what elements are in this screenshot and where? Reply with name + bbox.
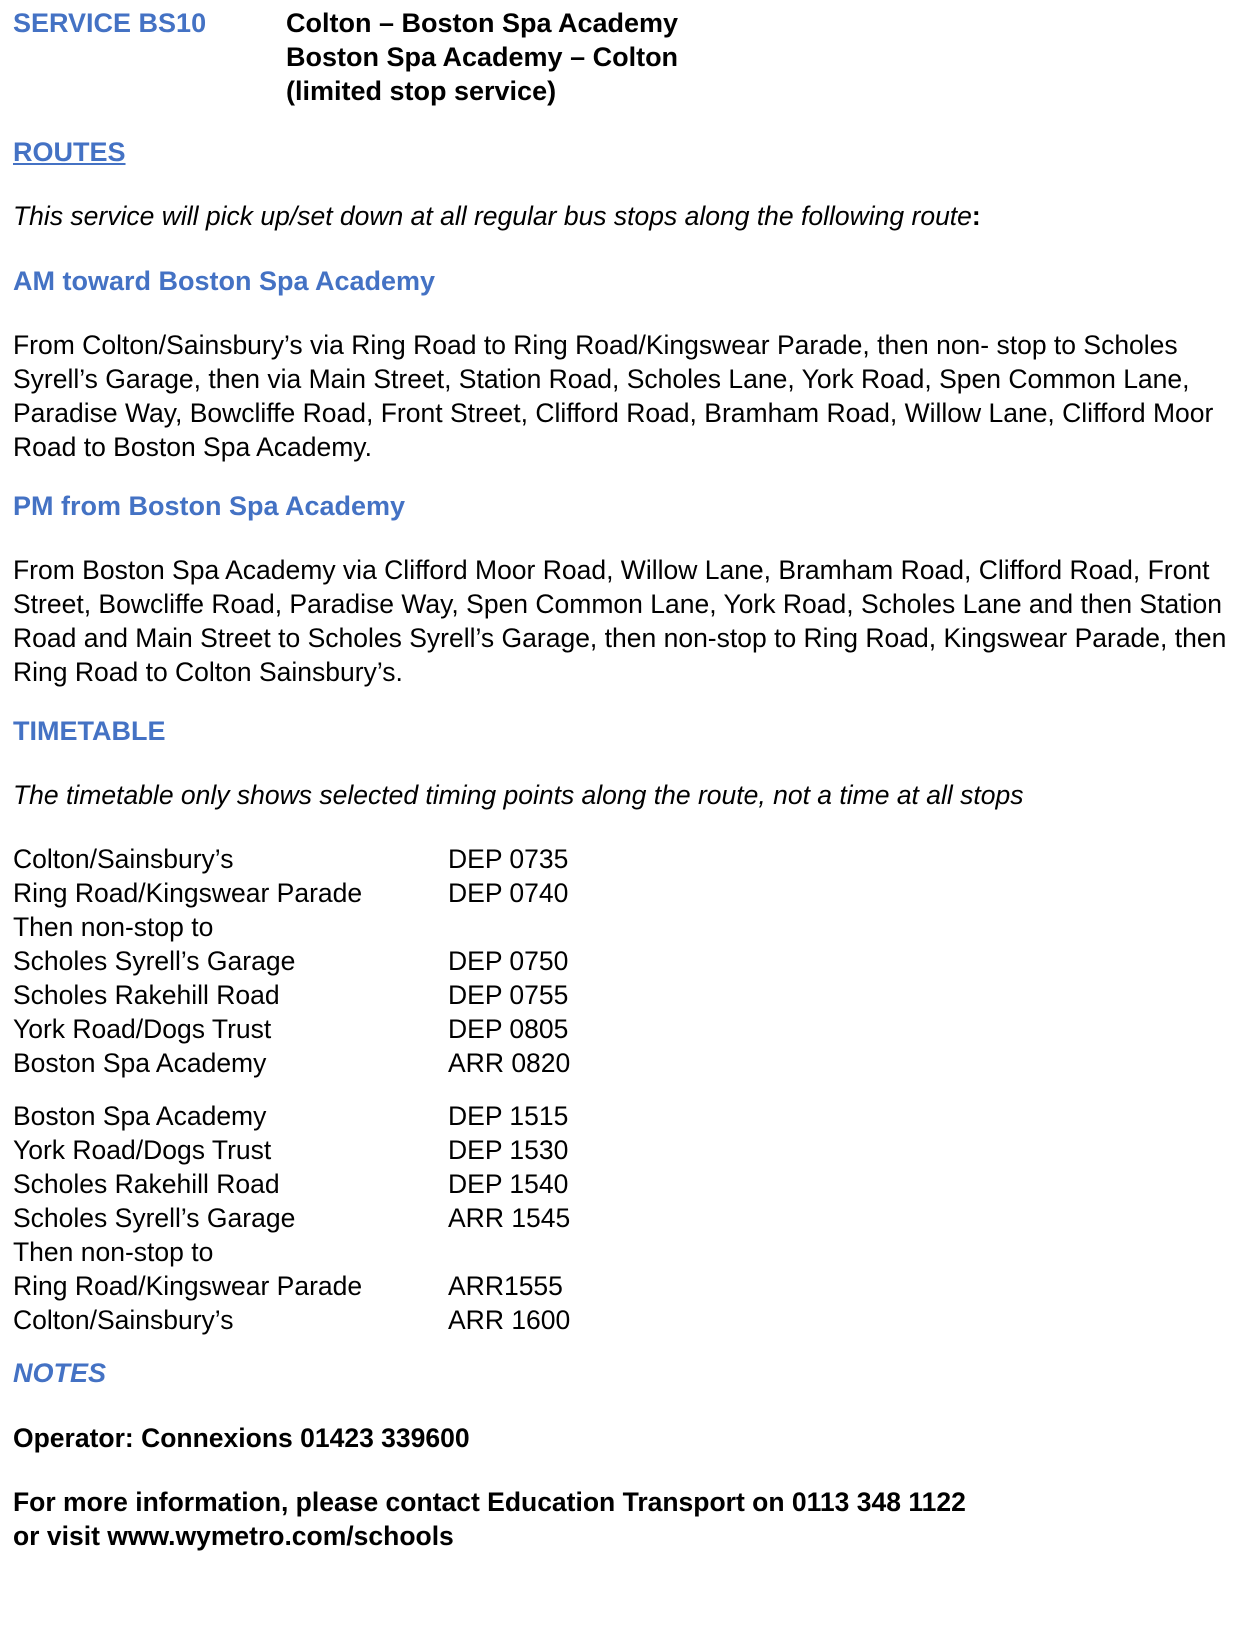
table-row [13, 1099, 713, 1133]
table-row [13, 1269, 713, 1303]
title-line-2: Boston Spa Academy – Colton [286, 42, 679, 72]
timetable-note: The timetable only shows selected timing points along the route, not a time at all stops [13, 780, 1024, 810]
table-row [13, 1201, 713, 1235]
table-row [13, 1133, 713, 1167]
timetable-time: DEP 0735 [448, 844, 569, 874]
timetable-stop: Scholes Syrell’s Garage [13, 1203, 296, 1233]
am-route-text: From Colton/Sainsbury’s via Ring Road to Ring Road/Kingswear Parade, then non- stop to Scholes Syrell’s Garage, then via Main Street, Station Road, Scholes Lane, York Road, Spen Common Lane, Paradise Way, Bowcliffe Road, Front Street, Clifford Road, Bramham Road, Willow Lane, Clifford Moor Road to Boston Spa Academy. [13, 330, 1214, 462]
routes-intro-colon: : [971, 201, 981, 231]
timetable-stop: Scholes Rakehill Road [13, 980, 280, 1010]
timetable-stop: Scholes Syrell’s Garage [13, 946, 296, 976]
timetable-stop: Then non-stop to [13, 912, 214, 942]
timetable-stop: Boston Spa Academy [13, 1101, 267, 1131]
pm-route-text: From Boston Spa Academy via Clifford Moor Road, Willow Lane, Bramham Road, Clifford Road, Front Street, Bowcliffe Road, Paradise Way, Spen Common Lane, York Road, Scholes Lane and then Station Road and Main Street to Scholes Syrell’s Garage, then non-stop to Ring Road, Kingswear Parade, then Ring Road to Colton Sainsbury’s. [13, 555, 1227, 687]
timetable-stop: Ring Road/Kingswear Parade [13, 1271, 363, 1301]
timetable-stop: Boston Spa Academy [13, 1048, 267, 1078]
operator-info: Operator: Connexions 01423 339600 [13, 1423, 470, 1453]
contact-line-2: or visit www.wymetro.com/schools [13, 1521, 454, 1551]
timetable-time: ARR 0820 [448, 1048, 571, 1078]
service-header [13, 6, 1233, 116]
table-row [13, 1012, 713, 1046]
timetable-stop: Then non-stop to [13, 1237, 214, 1267]
timetable-stop: York Road/Dogs Trust [13, 1135, 272, 1165]
table-row [13, 1046, 713, 1080]
timetable-stop: Ring Road/Kingswear Parade [13, 878, 363, 908]
contact-line-1: For more information, please contact Education Transport on 0113 348 1122 [13, 1487, 966, 1517]
timetable-am [13, 842, 713, 1080]
timetable-stop: Scholes Rakehill Road [13, 1169, 280, 1199]
timetable-heading: TIMETABLE [13, 716, 166, 746]
service-code: SERVICE BS10 [13, 8, 207, 38]
table-row [13, 876, 713, 910]
timetable-time: DEP 1515 [448, 1101, 569, 1131]
table-row [13, 1235, 713, 1269]
timetable-time: DEP 0750 [448, 946, 569, 976]
title-line-1: Colton – Boston Spa Academy [286, 8, 679, 38]
timetable-time: ARR 1600 [448, 1305, 571, 1335]
routes-intro [13, 199, 1233, 233]
am-route-heading: AM toward Boston Spa Academy [13, 266, 436, 296]
table-row [13, 978, 713, 1012]
timetable-stop: Colton/Sainsbury’s [13, 844, 234, 874]
notes-heading: NOTES [13, 1358, 107, 1388]
contact-info [13, 1485, 1233, 1553]
routes-heading: ROUTES [13, 137, 126, 167]
timetable-time: DEP 0740 [448, 878, 569, 908]
timetable-stop: York Road/Dogs Trust [13, 1014, 272, 1044]
timetable-time: DEP 0805 [448, 1014, 569, 1044]
title-line-3: (limited stop service) [286, 76, 557, 106]
table-row [13, 1167, 713, 1201]
service-titles [286, 6, 678, 108]
routes-intro-text: This service will pick up/set down at all regular bus stops along the following route [13, 201, 972, 231]
pm-route-heading: PM from Boston Spa Academy [13, 491, 406, 521]
timetable-stop: Colton/Sainsbury’s [13, 1305, 234, 1335]
timetable-time: ARR1555 [448, 1271, 563, 1301]
timetable-time: DEP 1530 [448, 1135, 569, 1165]
timetable-pm [13, 1099, 713, 1337]
table-row [13, 842, 713, 876]
timetable-time: DEP 1540 [448, 1169, 569, 1199]
timetable-time: ARR 1545 [448, 1203, 571, 1233]
table-row [13, 944, 713, 978]
table-row [13, 1303, 713, 1337]
timetable-time: DEP 0755 [448, 980, 569, 1010]
table-row [13, 910, 713, 944]
